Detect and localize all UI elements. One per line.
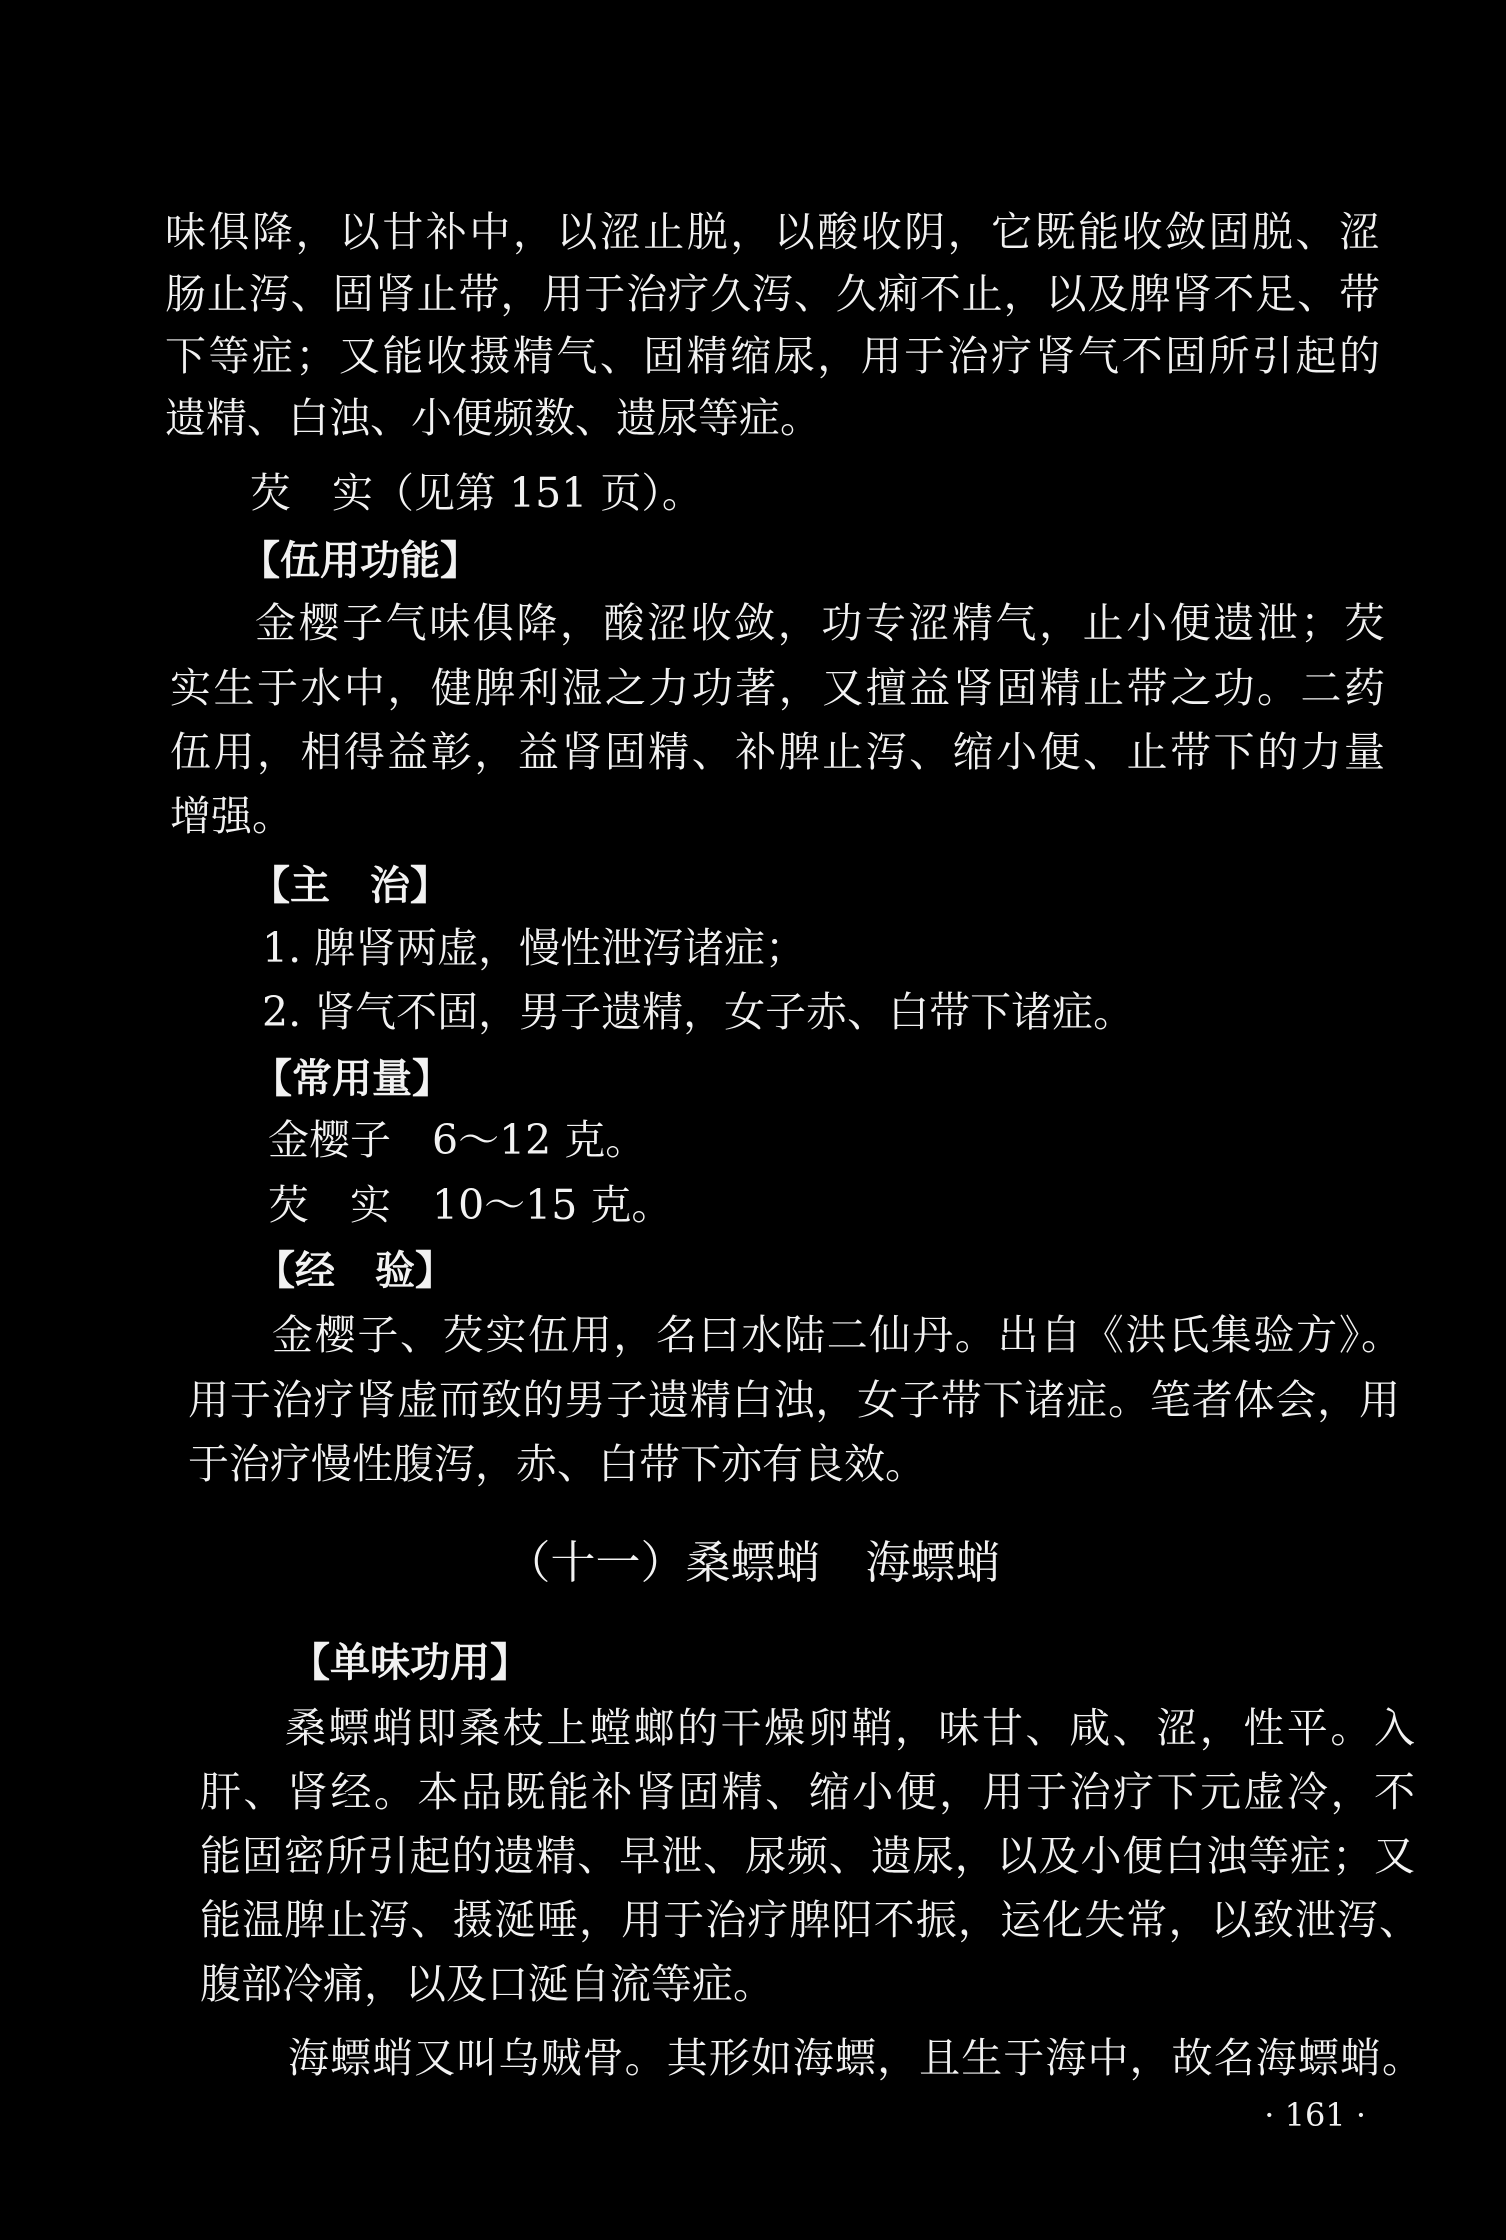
paragraph-line: 金樱子、芡实伍用，名曰水陆二仙丹。出自《洪氏集验方》。 — [272, 1311, 1402, 1359]
text-line — [0, 326, 1506, 386]
paragraph-line: 肝、肾经。本品既能补肾固精、缩小便，用于治疗下元虚冷，不 — [200, 1768, 1415, 1816]
cross-reference: 芡 实（见第 151 页）。 — [250, 469, 703, 517]
paragraph-line: 伍用，相得益彰，益肾固精、补脾止泻、缩小便、止带下的力量 — [170, 728, 1385, 776]
paragraph-line: 海螵蛸又叫乌贼骨。其形如海螵，且生于海中，故名海螵蛸。 — [288, 2034, 1423, 2082]
text-line — [0, 1954, 1506, 2014]
text-line — [0, 722, 1506, 782]
text-line — [0, 264, 1506, 324]
text-line — [0, 1434, 1506, 1494]
heading-line — [0, 855, 1506, 916]
section-title: （十一）桑螵蛸 海螵蛸 — [505, 1536, 1001, 1589]
text-line — [0, 982, 1506, 1042]
heading-line — [0, 530, 1506, 591]
paragraph-line: 遗精、白浊、小便频数、遗尿等症。 — [165, 394, 821, 442]
paragraph-line: 下等症；又能收摄精气、固精缩尿，用于治疗肾气不固所引起的 — [165, 332, 1380, 380]
text-line — [0, 2028, 1506, 2088]
text-line — [0, 1305, 1506, 1365]
text-line — [0, 463, 1506, 523]
paragraph-line: 味俱降，以甘补中，以涩止脱，以酸收阴，它既能收敛固脱、涩 — [165, 208, 1380, 256]
paragraph-line: 用于治疗肾虚而致的男子遗精白浊，女子带下诸症。笔者体会，用 — [188, 1376, 1400, 1424]
section-heading-danwei: 【单味功用】 — [290, 1640, 530, 1686]
text-line — [0, 202, 1506, 262]
paragraph-line: 实生于水中，健脾利湿之力功著，又擅益肾固精止带之功。二药 — [170, 664, 1385, 712]
text-line — [0, 658, 1506, 718]
text-line — [0, 1890, 1506, 1950]
heading-line — [0, 1048, 1506, 1109]
text-line — [0, 1175, 1506, 1235]
list-item: 2. 肾气不固，男子遗精，女子赤、白带下诸症。 — [262, 988, 1135, 1036]
list-item: 1. 脾肾两虚，慢性泄泻诸症； — [262, 924, 807, 972]
paragraph-line: 肠止泻、固肾止带，用于治疗久泻、久痢不止，以及脾肾不足、带 — [165, 270, 1380, 318]
section-heading-yongliang: 【常用量】 — [252, 1056, 452, 1102]
paragraph-line: 于治疗慢性腹泻，赤、白带下亦有良效。 — [188, 1440, 926, 1488]
paragraph-line: 桑螵蛸即桑枝上螳螂的干燥卵鞘，味甘、咸、涩，性平。入 — [285, 1704, 1415, 1752]
text-line — [0, 918, 1506, 978]
heading-line — [0, 1240, 1506, 1301]
dosage-item: 金樱子 6～12 克。 — [268, 1116, 647, 1164]
text-line — [0, 786, 1506, 846]
text-line — [0, 1370, 1506, 1430]
section-heading-jingyan: 【经 验】 — [255, 1248, 455, 1294]
text-line — [0, 388, 1506, 448]
section-heading-zhuzhi: 【主 治】 — [250, 863, 450, 909]
paragraph-line: 腹部冷痛，以及口涎自流等症。 — [200, 1960, 774, 2008]
page-number: · 161 · — [1264, 2096, 1366, 2134]
text-line — [0, 1762, 1506, 1822]
paragraph-line: 增强。 — [170, 792, 293, 840]
heading-line — [0, 1632, 1506, 1693]
paragraph-line: 能温脾止泻、摄涎唾，用于治疗脾阳不振，运化失常，以致泄泻、 — [200, 1896, 1420, 1944]
paragraph-line: 能固密所引起的遗精、早泄、尿频、遗尿，以及小便白浊等症；又 — [200, 1832, 1415, 1880]
section-heading-wuyong: 【伍用功能】 — [240, 538, 480, 584]
dosage-item: 芡 实 10～15 克。 — [268, 1181, 673, 1229]
text-line — [0, 1826, 1506, 1886]
text-line — [0, 1698, 1506, 1758]
text-line — [0, 1110, 1506, 1170]
paragraph-line: 金樱子气味俱降，酸涩收敛，功专涩精气，止小便遗泄；芡 — [255, 599, 1385, 647]
text-line — [0, 593, 1506, 653]
